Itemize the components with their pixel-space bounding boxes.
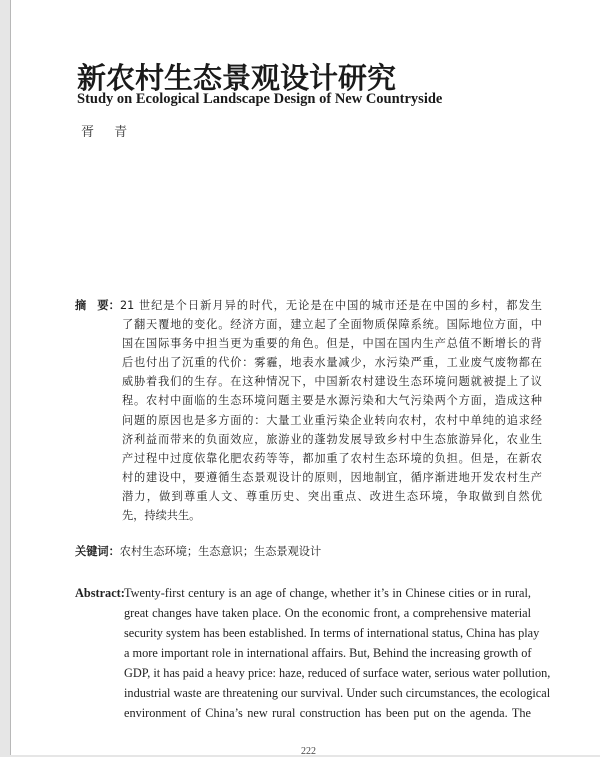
abstract-line: 产过程中过度依靠化肥农药等等，都加重了农村生态环境的负担。但是，在新农: [122, 451, 542, 465]
abstract-line: 村的建设中，要遵循生态景观设计的原则，因地制宜，循序渐进地开发农村生产: [122, 470, 542, 484]
abstract-line: 先，持续共生。: [122, 509, 201, 523]
abstract-line: 程。农村中面临的生态环境问题主要是水源污染和大气污染两个方面，造成这种: [122, 394, 542, 408]
abstract-english-body: [124, 583, 551, 723]
abstract-english-line: great changes have taken place. On the economic front, a comprehensive material: [124, 606, 531, 620]
abstract-english: [75, 583, 551, 733]
keywords-chinese: [75, 543, 321, 559]
page-number: 222: [301, 746, 316, 757]
abstract-line: 了翻天覆地的变化。经济方面，建立起了全面物质保障系统。国际地位方面，中: [122, 318, 542, 332]
abstract-english-line: a more important role in international affairs. But, Behind the increasing growth of: [124, 646, 532, 660]
author-name: 胥 青: [81, 125, 136, 140]
keywords-label: 关键词：: [75, 545, 120, 558]
abstract-line: 济利益而带来的负面效应，旅游业的蓬勃发展导致乡村中生态旅游异化，农业生: [122, 432, 542, 446]
abstract-line: 威胁着我们的生存。在这种情况下，中国新农村建设生态环境问题就被提上了议: [122, 375, 542, 389]
abstract-english-line: environment of China’s new rural construction has been put on the agenda. The: [124, 706, 531, 720]
abstract-chinese-body: [122, 296, 542, 525]
abstract-line: 潜力，做到尊重人文、尊重历史、突出重点、改进生态环境，争取做到自然优: [122, 489, 542, 503]
paper-page: [10, 0, 600, 755]
abstract-english-line: GDP, it has paid a heavy price: haze, reduced of surface water, serious water pollution,: [124, 666, 551, 680]
abstract-line: 问题的原因也是多方面的：大量工业重污染企业转向农村，农村中单纯的追求经: [122, 413, 542, 427]
abstract-english-line: industrial waste are threatening our survival. Under such circumstances, the ecological: [124, 686, 551, 700]
abstract-chinese: [75, 296, 555, 536]
abstract-chinese-label: 摘 要：: [75, 299, 120, 312]
abstract-english-line: security system has been established. In terms of international status, China has play: [124, 626, 540, 640]
abstract-english-line: Twenty-first century is an age of change, whether it’s in Chinese cities or in rural,: [124, 586, 531, 600]
abstract-line: 后也付出了沉重的代价：雾霾，地表水量减少，水污染严重，工业废气废物都在: [122, 356, 542, 370]
title-english: Study on Ecological Landscape Design of New Countryside: [77, 91, 443, 107]
title-chinese: 新农村生态景观设计研究: [77, 61, 397, 95]
abstract-line: 国在国际事务中担当更为重要的角色。但是，中国在国内生产总值不断增长的背: [122, 337, 542, 351]
abstract-line: 21 世纪是个日新月异的时代，无论是在中国的城市还是在中国的乡村，都发生: [120, 299, 542, 312]
keywords-text: 农村生态环境；生态意识；生态景观设计: [119, 545, 322, 558]
abstract-english-label: Abstract:: [75, 586, 125, 600]
